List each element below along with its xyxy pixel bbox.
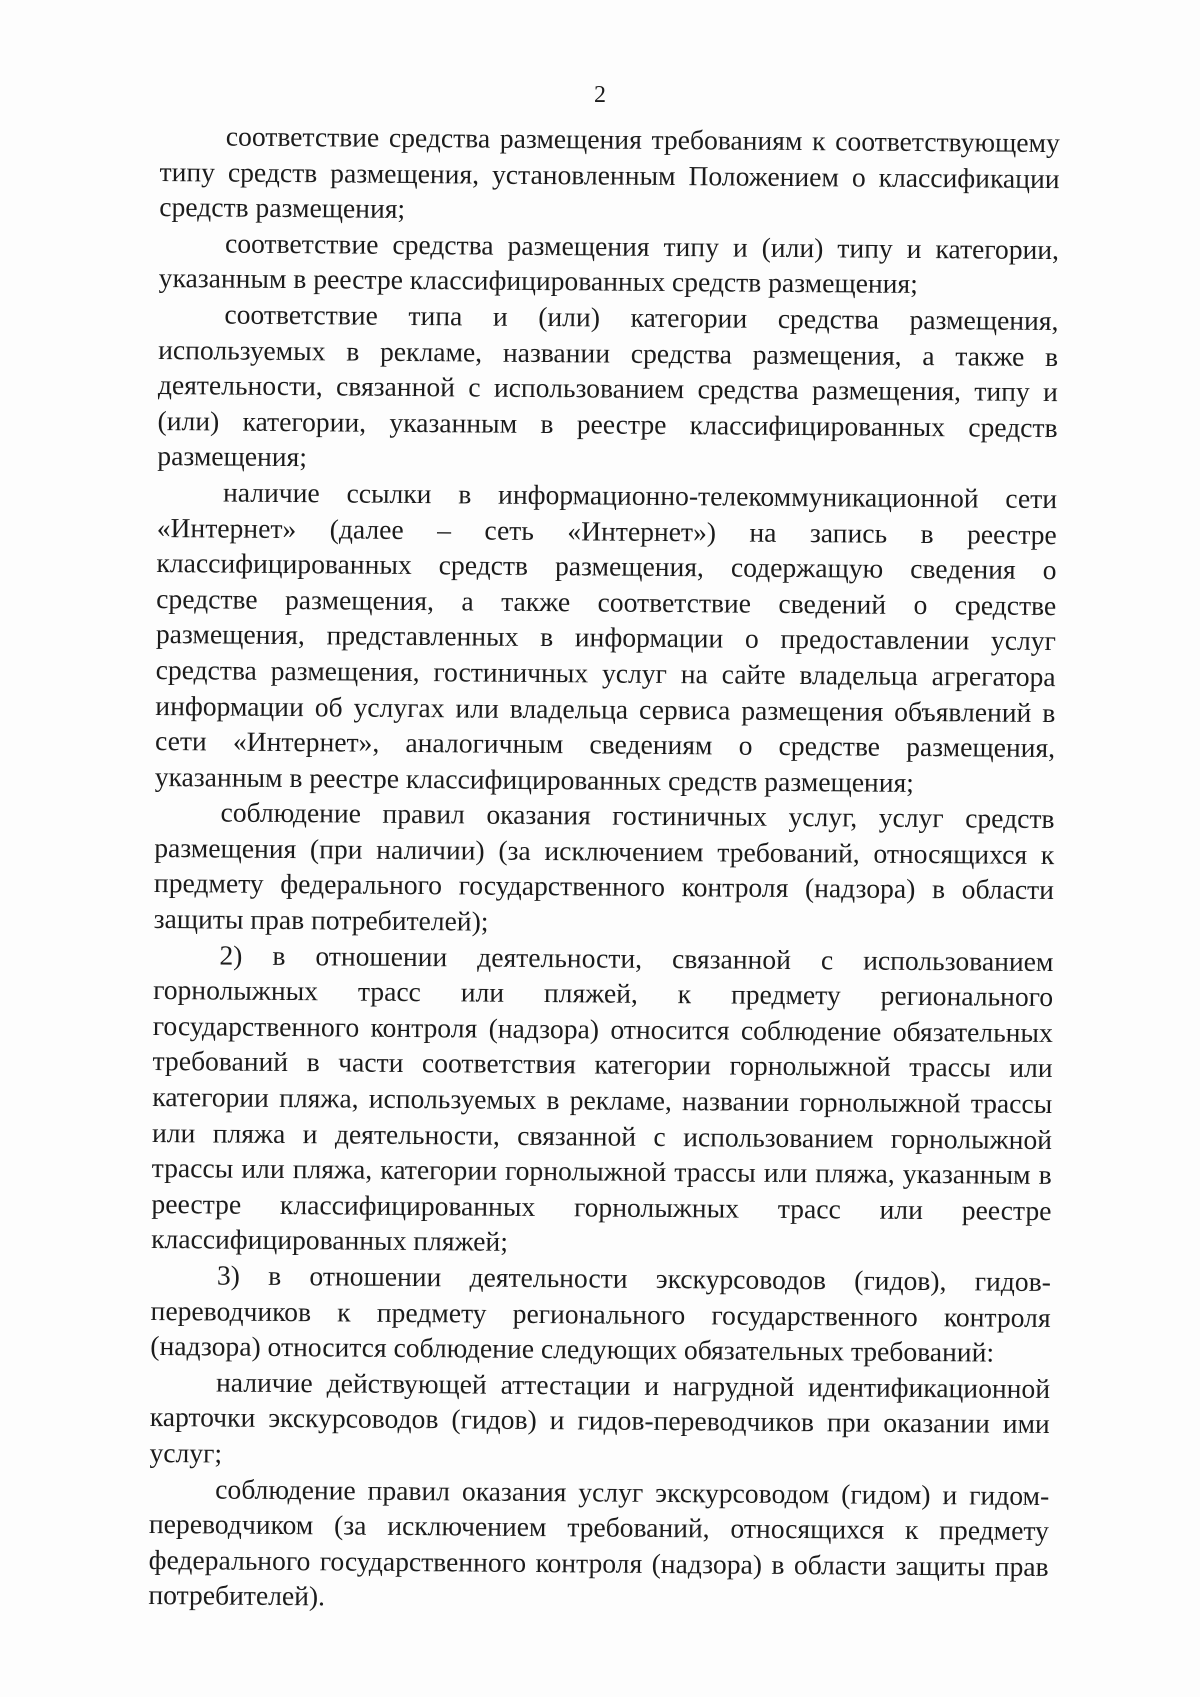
paragraph-6: 2) в отношении деятельности, связанной с использованием горнолыжных трасс или пляжей, к предмету регионального государственного контроля (надзора) относится соблюдение обязательных требований в части соответствия категории горнолыжной трассы или категории пляжа, используемых в рекламе, названии горнолыжной трассы или пляжа и деятельности, связанной с использованием горнолыжной трассы или пляжа, категории горнолыжной трассы или пляжа, указанным в реестре классифицированных горнолыжных трасс или реестре классифицированных пляжей;	[151, 939, 1054, 1258]
paragraph-9: соблюдение правил оказания услуг экскурсоводом (гидом) и гидом-переводчиком (за исключением требований, относящихся к предмету федерального государственного контроля (надзора) в области защиты прав потребителей).	[148, 1473, 1050, 1612]
paragraph-7: 3) в отношении деятельности экскурсоводов (гидов), гидов-переводчиков к предмету регионального государственного контроля (надзора) относится соблюдение следующих обязательных требований:	[150, 1259, 1052, 1368]
paragraph-2: соответствие средства размещения типу и (или) типу и категории, указанным в реестре классифицированных средств размещения;	[158, 227, 1060, 300]
page-number: 2	[594, 82, 606, 108]
paragraph-8: наличие действующей аттестации и нагрудной идентификационной карточки экскурсоводов (гидов) и гидов-переводчиков при оказании ими услуг;	[149, 1366, 1051, 1469]
paragraph-5: соблюдение правил оказания гостиничных услуг, услуг средств размещения (при наличии) (за исключением требований, относящихся к предмету федерального государственного контроля (надзора) в области защиты прав потребителей);	[153, 796, 1055, 937]
document-body	[148, 118, 1060, 1620]
paragraph-3: соответствие типа и (или) категории средства размещения, используемых в рекламе, названии средства размещения, а также в деятельности, связанной с использованием средства размещения, типу и (или) категории, указанным в реестре классифицированных средств размещения;	[157, 298, 1059, 473]
paragraph-1: соответствие средства размещения требованиям к соответствующему типу средств размещения, установленным Положением о классификации средств размещения;	[159, 120, 1060, 225]
paragraph-4: наличие ссылки в информационно-телекоммуникационной сети «Интернет» (далее – сеть «Интернет») на запись в реестре классифицированных средств размещения, содержащую сведения о средстве размещения, а также соответствие сведений о средстве размещения, представленных в информации о предоставлении услуг средства размещения, гостиничных услуг на сайте владельца агрегатора информации об услугах или владельца сервиса размещения объявлений в сети «Интернет», аналогичным сведениям о средстве размещения, указанным в реестре классифицированных средств размещения;	[154, 476, 1058, 798]
